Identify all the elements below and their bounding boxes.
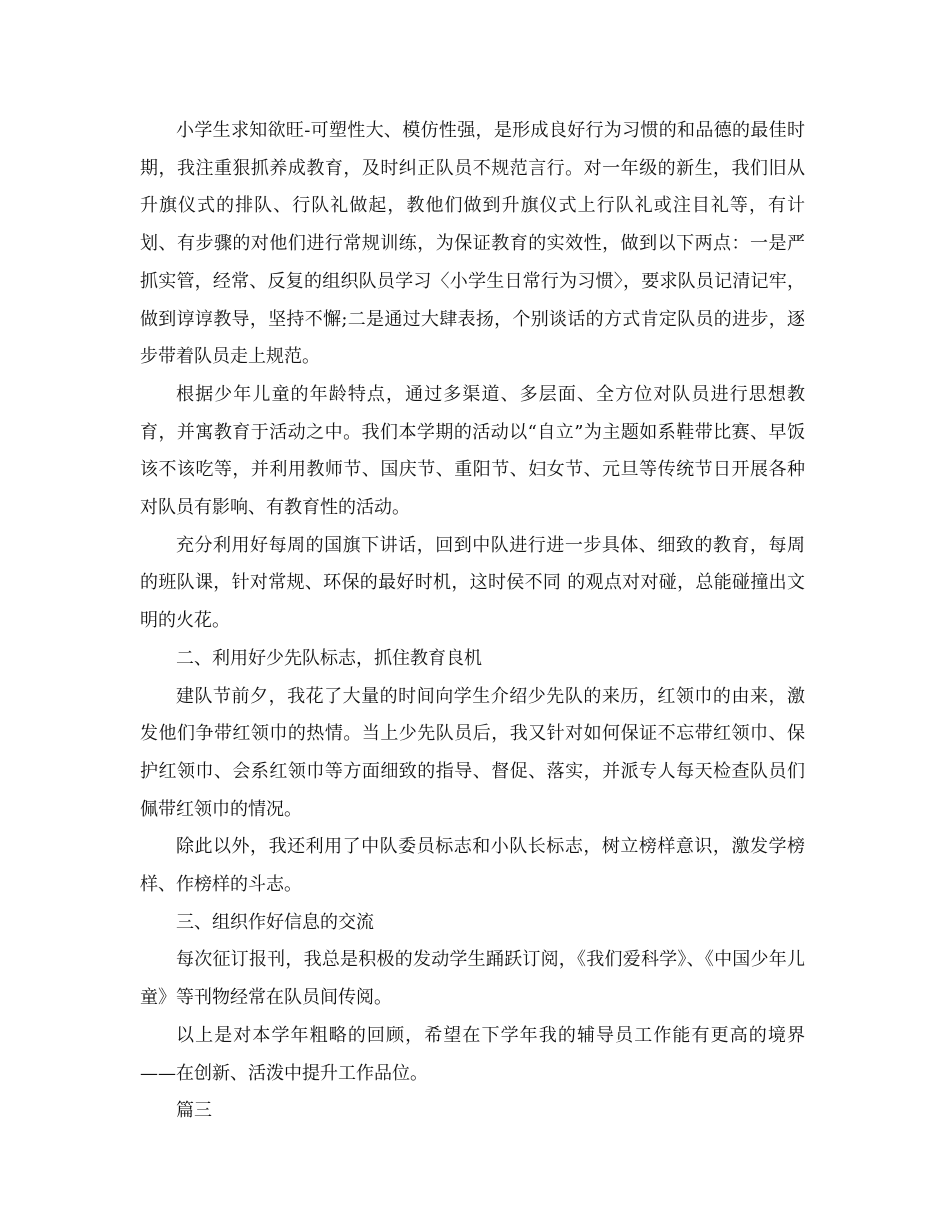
paragraph-role-models: 除此以外，我还利用了中队委员标志和小队长标志，树立榜样意识，激发学榜样、作榜样的斗志。: [140, 836, 805, 896]
paragraph-periodicals: 每次征订报刊，我总是积极的发动学生踊跃订阅，《我们爱科学》、《中国少年儿童》等刊物经常在队员间传阅。: [140, 949, 805, 1009]
paragraph-conclusion: 以上是对本学年粗略的回顾，希望在下学年我的辅导员工作能有更高的境界——在创新、活泼中提升工作品位。: [140, 1024, 805, 1084]
paragraph-thought-education: 根据少年儿童的年龄特点，通过多渠道、多层面、全方位对队员进行思想教育，并寓教育于活动之中。我们本学期的活动以“自立”为主题如系鞋带比赛、早饭该不该吃等，并利用教师节、国庆节、重阳节、妇女节、元旦等传统节日开展各种对队员有影响、有教育性的活动。: [140, 383, 805, 519]
section-heading-3: 三、组织作好信息的交流: [176, 911, 374, 933]
section-heading-2: 二、利用好少先队标志，抓住教育良机: [176, 647, 482, 669]
paragraph-red-scarf: 建队节前夕，我花了大量的时间向学生介绍少先队的来历，红领巾的由来，激发他们争带红领巾的热情。当上少先队员后，我又针对如何保证不忘带红领巾、保护红领巾、会系红领巾等方面细致的指导、督促、落实，并派专人每天检查队员们佩带红领巾的情况。: [140, 685, 805, 820]
paragraph-flag-speech: 充分利用好每周的国旗下讲话，回到中队进行进一步具体、细致的教育，每周的班队课，针对常规、环保的最好时机，这时侯不同 的观点对对碰，总能碰撞出文明的火花。: [140, 534, 805, 632]
section-label-part-three: 篇三: [176, 1100, 212, 1122]
document-body: [140, 112, 805, 1130]
paragraph-habit-training: 小学生求知欲旺-可塑性大、模仿性强，是形成良好行为习惯的和品德的最佳时期，我注重狠抓养成教育，及时纠正队员不规范言行。对一年级的新生，我们旧从升旗仪式的排队、行队礼做起，教他们做到升旗仪式上行队礼或注目礼等，有计划、有步骤的对他们进行常规训练，为保证教育的实效性，做到以下两点：一是严抓实管，经常、反复的组织队员学习〈小学生日常行为习惯〉，要求队员记清记牢，做到谆谆教导，坚持不懈;二是通过大肆表扬，个别谈话的方式肯定队员的进步，逐步带着队员走上规范。: [140, 120, 805, 368]
